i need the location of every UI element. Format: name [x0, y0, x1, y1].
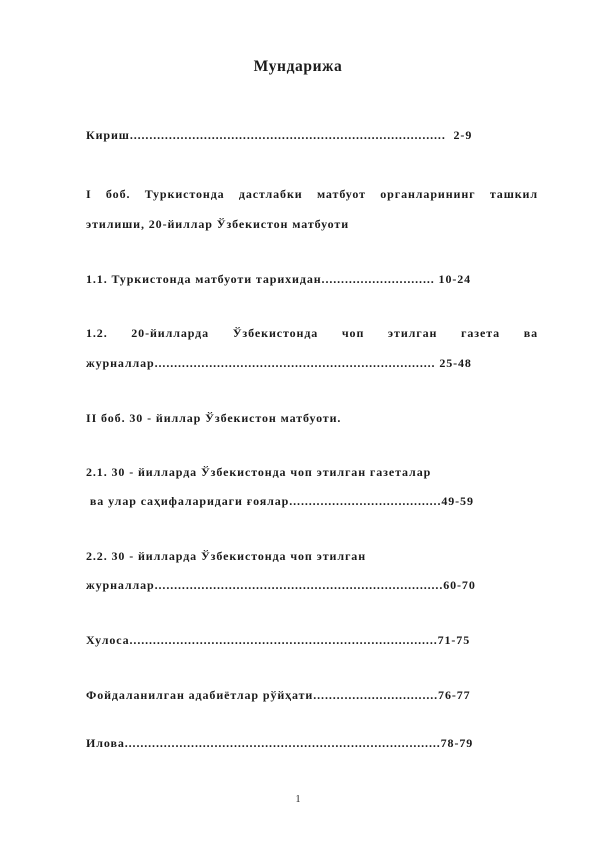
toc-entry-conclusion: Хулоса...............................................................................71-75 [86, 633, 471, 647]
toc-chapter-1-line-1: I боб. Туркистонда дастлабки матбуот органларининг ташкил [86, 187, 538, 201]
toc-entry-2-2-line-1: 2.2. 30 - йилларда Ўзбекистонда чоп этилган [86, 549, 367, 563]
toc-entry-bibliography: Фойдаланилган адабиётлар рўйҳати................................76-77 [86, 688, 471, 702]
toc-entry-1-2-line-2: журналлар........................................................................ 25-48 [86, 356, 472, 370]
toc-chapter-2: II боб. 30 - йиллар Ўзбекистон матбуоти. [86, 411, 342, 425]
toc-entry-1-2-line-1: 1.2. 20-йилларда Ўзбекистонда чоп этилган газета ва [86, 326, 538, 340]
toc-entry-2-1-line-1: 2.1. 30 - йилларда Ўзбекистонда чоп этилган газеталар [86, 465, 432, 479]
page-title: Мундарижа [253, 58, 343, 75]
toc-entry-2-1-line-2: ва улар саҳифаларидаги ғоялар.......................................49-59 [86, 494, 474, 508]
toc-entry-2-2-line-2: журналлар..........................................................................60-70 [86, 578, 476, 592]
toc-entry-appendix: Илова.................................................................................78-79 [86, 736, 474, 750]
page-number: 1 [295, 794, 301, 805]
toc-chapter-1-line-2: этилиши, 20-йиллар Ўзбекистон матбуоти [86, 217, 350, 231]
toc-entry-1-1: 1.1. Туркистонда матбуоти тарихидан............................. 10-24 [86, 272, 472, 286]
toc-entry-introduction: Кириш................................................................................. 2-9 [86, 128, 473, 142]
